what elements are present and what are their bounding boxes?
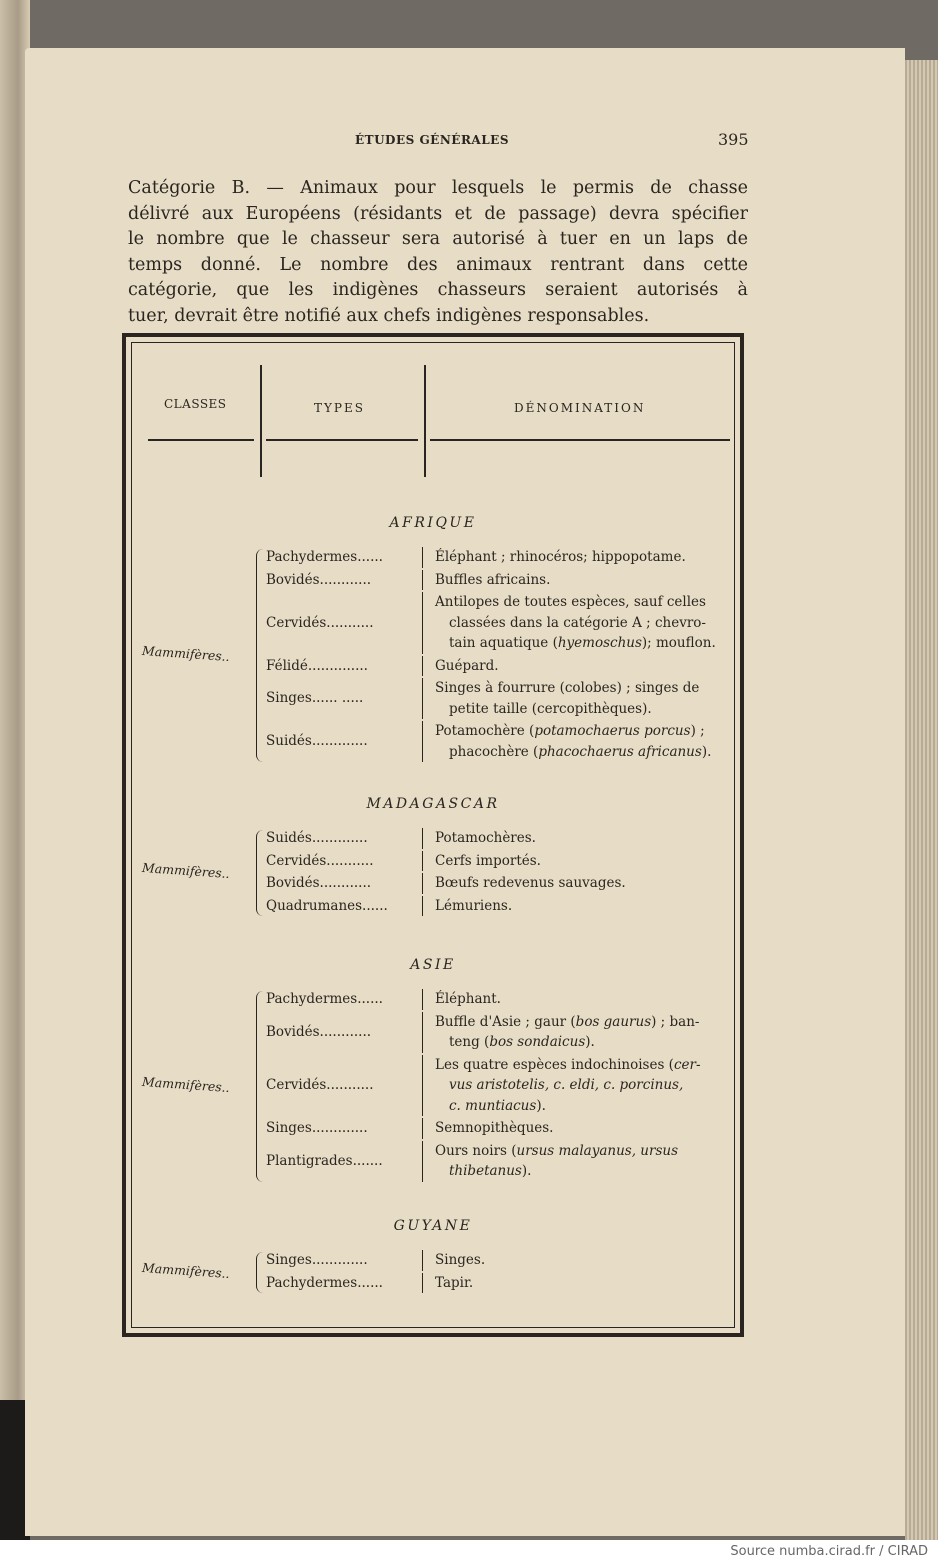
description-line: [435, 570, 735, 591]
description-text: Potamochère (: [435, 723, 535, 739]
description-line: [435, 613, 735, 634]
type-label: Bovidés............: [266, 571, 372, 588]
description-line: [435, 851, 735, 872]
description-text: Ours noirs (: [435, 1142, 517, 1159]
class-label: Mammifères..: [141, 1073, 231, 1095]
type-label: Pachydermes......: [266, 549, 383, 565]
description-text: Bœufs redevenus sauvages.: [435, 875, 626, 891]
description-line: [435, 989, 735, 1010]
table-row: [126, 896, 740, 917]
row-separator: [422, 989, 435, 1010]
type-label: Félidé..............: [266, 657, 368, 674]
type-label: Cervidés...........: [266, 1077, 374, 1093]
description-text: vus aristotelis, c. eldi, c. porcinus,: [449, 1077, 684, 1093]
denomination: [435, 547, 735, 568]
description-line: [435, 633, 735, 654]
description-text: Singes à fourrure (colobes) ; singes de: [435, 680, 700, 696]
denomination: [435, 1012, 735, 1053]
row-separator: [422, 1250, 435, 1271]
row-separator: [422, 1273, 435, 1294]
type-label: Plantigrades.......: [266, 1152, 383, 1169]
denomination: [435, 1141, 735, 1182]
description-line: [435, 656, 735, 677]
section-title: ASIE: [410, 957, 456, 973]
row-separator: [422, 1012, 435, 1053]
table-row: [126, 1012, 740, 1053]
class-label: Mammifères..: [141, 859, 231, 882]
row-separator: [422, 592, 435, 654]
header-underline: [430, 439, 730, 441]
description-text: Les quatre espèces indochinoises (: [435, 1056, 674, 1073]
page-stack-edge: [905, 60, 938, 1540]
description-text: ).: [521, 1163, 532, 1179]
intro-line: catégorie, que les indigènes chasseurs seraient autorisés à: [128, 280, 748, 300]
description-text: ).: [585, 1034, 595, 1050]
type-label: Suidés.............: [266, 830, 368, 846]
curly-brace: [256, 1252, 263, 1293]
intro-line: le nombre que le chasseur sera autorisé à tuer en un laps de: [128, 229, 748, 249]
intro-line: tuer, devrait être notifié aux chefs indigènes responsables.: [128, 305, 650, 326]
description-text: ).: [536, 1097, 546, 1114]
description-line: [435, 1250, 735, 1271]
row-separator: [422, 1055, 435, 1117]
description-line: [435, 1096, 735, 1117]
description-line: [435, 873, 735, 894]
type-label: Suidés.............: [266, 733, 368, 750]
type-label: Bovidés............: [266, 875, 372, 891]
description-text: teng (: [449, 1034, 490, 1050]
description-text: potamochaerus porcus: [534, 723, 691, 739]
description-text: hyemoschus: [557, 635, 642, 651]
description-line: [435, 1012, 735, 1033]
row-separator: [422, 896, 435, 917]
type-label: Quadrumanes......: [266, 897, 388, 914]
description-line: [435, 896, 735, 917]
class-label: Mammifères..: [141, 642, 231, 664]
description-text: Potamochères.: [435, 830, 536, 846]
table-row: [126, 547, 740, 568]
column-divider: [424, 365, 426, 477]
description-line: [435, 699, 735, 720]
header-classes: CLASSES: [164, 397, 227, 411]
type-label: Cervidés...........: [266, 614, 374, 631]
description-text: Éléphant ; rhinocéros; hippopotame.: [435, 549, 686, 565]
table-row: [126, 828, 740, 849]
description-line: [435, 592, 735, 613]
description-text: ursus malayanus, ursus: [516, 1142, 678, 1159]
header-types: TYPES: [314, 401, 365, 415]
header-denomination: DÉNOMINATION: [514, 401, 646, 415]
table-row: [126, 1118, 740, 1139]
denomination: [435, 989, 735, 1010]
intro-line: Catégorie B. — Animaux pour lesquels le permis de chasse: [128, 178, 748, 198]
description-line: [435, 828, 735, 849]
header-underline: [148, 439, 254, 441]
row-separator: [422, 547, 435, 568]
row-separator: [422, 873, 435, 894]
type-label: Singes.............: [266, 1252, 368, 1268]
description-text: Buffle d'Asie ; gaur (: [435, 1013, 576, 1030]
table-row: [126, 989, 740, 1010]
row-separator: [422, 828, 435, 849]
description-text: Éléphant.: [435, 991, 501, 1007]
row-separator: [422, 570, 435, 591]
denomination: [435, 656, 735, 677]
page-number: 395: [718, 130, 749, 149]
description-text: phacochère (: [449, 743, 539, 760]
description-text: Antilopes de toutes espèces, sauf celles: [435, 594, 706, 610]
row-separator: [422, 656, 435, 677]
row-separator: [422, 1141, 435, 1182]
row-separator: [422, 851, 435, 872]
description-line: [435, 1141, 735, 1162]
row-separator: [422, 678, 435, 719]
running-head: ÉTUDES GÉNÉRALES: [355, 133, 509, 147]
column-divider: [260, 365, 262, 477]
curly-brace: [256, 991, 263, 1182]
description-line: [435, 1055, 735, 1076]
description-line: [435, 1032, 735, 1053]
row-separator: [422, 721, 435, 762]
class-label: Mammifères..: [141, 1259, 231, 1281]
denomination: [435, 721, 735, 762]
description-line: [435, 1075, 735, 1096]
intro-line: délivré aux Européens (résidants et de passage) devra spécifier: [128, 203, 748, 224]
denomination: [435, 851, 735, 872]
description-text: Cerfs importés.: [435, 852, 541, 869]
description-text: Singes.: [435, 1252, 486, 1268]
description-line: [435, 1118, 735, 1139]
table-row: [126, 721, 740, 762]
denomination: [435, 1055, 735, 1117]
description-line: [435, 678, 735, 699]
type-label: Pachydermes......: [266, 991, 383, 1007]
curly-brace: [256, 549, 263, 762]
description-text: thibetanus: [449, 1163, 522, 1179]
row-separator: [422, 1118, 435, 1139]
description-text: bos gaurus: [575, 1013, 652, 1030]
header-underline: [266, 439, 418, 441]
denomination: [435, 1118, 735, 1139]
denomination: [435, 592, 735, 654]
table-row: [126, 570, 740, 591]
denomination: [435, 873, 735, 894]
description-text: cer-: [673, 1056, 701, 1073]
description-text: ); mouflon.: [641, 635, 716, 651]
description-text: Tapir.: [435, 1274, 474, 1291]
description-text: c. muntiacus: [449, 1097, 537, 1114]
description-text: bos sondaicus: [489, 1034, 586, 1050]
denomination: [435, 570, 735, 591]
intro-line: temps donné. Le nombre des animaux rentrant dans cette: [128, 254, 748, 275]
description-text: ) ;: [690, 723, 705, 739]
type-label: Cervidés...........: [266, 852, 374, 869]
denomination: [435, 896, 735, 917]
description-text: ).: [701, 743, 712, 760]
description-text: Guépard.: [435, 657, 499, 674]
section-title: MADAGASCAR: [366, 796, 500, 812]
type-label: Pachydermes......: [266, 1274, 383, 1291]
section-title: AFRIQUE: [389, 515, 477, 531]
source-credit: Source numba.cirad.fr / CIRAD: [730, 1544, 928, 1559]
table-row: [126, 1141, 740, 1182]
denomination: [435, 828, 735, 849]
species-table: [122, 333, 744, 1337]
description-line: [435, 742, 735, 763]
type-label: Singes.............: [266, 1120, 368, 1136]
denomination: [435, 678, 735, 719]
description-text: ) ; ban-: [651, 1013, 700, 1030]
denomination: [435, 1250, 735, 1271]
description-text: Lémuriens.: [435, 897, 513, 914]
section-title: GUYANE: [393, 1218, 473, 1234]
description-line: [435, 1273, 735, 1294]
description-text: Semnopithèques.: [435, 1120, 554, 1136]
curly-brace: [256, 830, 263, 916]
description-text: petite taille (cercopithèques).: [449, 700, 652, 717]
description-text: Buffles africains.: [435, 571, 551, 588]
description-text: classées dans la catégorie A ; chevro-: [449, 614, 706, 631]
table-row: [126, 678, 740, 719]
type-label: Singes...... .....: [266, 690, 364, 707]
description-line: [435, 547, 735, 568]
denomination: [435, 1273, 735, 1294]
description-line: [435, 1161, 735, 1182]
table-row: [126, 592, 740, 654]
description-line: [435, 721, 735, 742]
description-text: phacochaerus africanus: [538, 743, 702, 760]
intro-paragraph: [128, 176, 748, 329]
description-text: tain aquatique (: [449, 635, 558, 651]
type-label: Bovidés............: [266, 1023, 372, 1040]
